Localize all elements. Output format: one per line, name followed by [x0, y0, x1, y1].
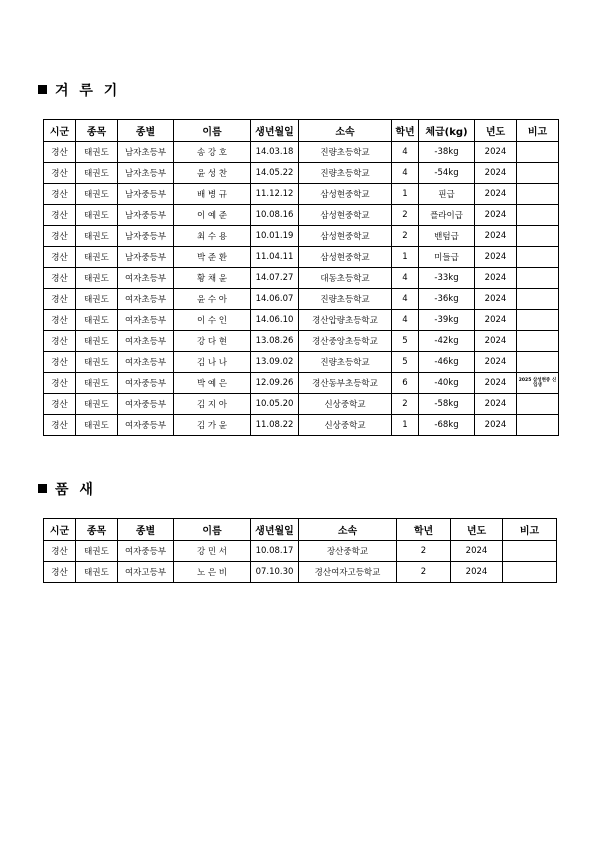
kyorugi-cell-note: [517, 247, 559, 268]
poomsae-cell-name: 노 은 비: [174, 562, 251, 583]
kyorugi-cell-grade: 4: [392, 142, 419, 163]
kyorugi-table-row: [44, 205, 559, 226]
kyorugi-cell-year: 2024: [475, 226, 517, 247]
kyorugi-cell-weight: 플라이급: [419, 205, 475, 226]
poomsae-cell-grade: 2: [397, 562, 451, 583]
kyorugi-cell-note: [517, 142, 559, 163]
kyorugi-cell-city: 경산: [44, 163, 76, 184]
kyorugi-header-row: [44, 120, 559, 142]
poomsae-cell-city: 경산: [44, 541, 76, 562]
kyorugi-cell-city: 경산: [44, 205, 76, 226]
kyorugi-cell-city: 경산: [44, 373, 76, 394]
kyorugi-table-row: [44, 142, 559, 163]
kyorugi-cell-year: 2024: [475, 184, 517, 205]
kyorugi-cell-school: 진량초등학교: [299, 163, 392, 184]
kyorugi-cell-school: 신상중학교: [299, 394, 392, 415]
poomsae-table: [43, 518, 557, 583]
kyorugi-cell-grade: 4: [392, 289, 419, 310]
kyorugi-cell-city: 경산: [44, 289, 76, 310]
kyorugi-cell-birth: 13.08.26: [251, 331, 299, 352]
kyorugi-cell-note: [517, 310, 559, 331]
kyorugi-cell-division: 남자중등부: [118, 205, 174, 226]
kyorugi-cell-division: 여자초등부: [118, 310, 174, 331]
kyorugi-cell-weight: -68kg: [419, 415, 475, 436]
kyorugi-cell-birth: 10.08.16: [251, 205, 299, 226]
kyorugi-cell-name: 김 가 윤: [174, 415, 251, 436]
kyorugi-cell-note: [517, 205, 559, 226]
kyorugi-cell-note: [517, 163, 559, 184]
kyorugi-cell-city: 경산: [44, 184, 76, 205]
kyorugi-cell-name: 황 채 윤: [174, 268, 251, 289]
kyorugi-table-row: [44, 268, 559, 289]
kyorugi-cell-note: [517, 226, 559, 247]
kyorugi-cell-year: 2024: [475, 331, 517, 352]
kyorugi-cell-school: 대동초등학교: [299, 268, 392, 289]
kyorugi-table-row: [44, 163, 559, 184]
kyorugi-cell-division: 남자중등부: [118, 226, 174, 247]
kyorugi-table-row: [44, 394, 559, 415]
kyorugi-table-row: [44, 352, 559, 373]
kyorugi-cell-birth: 14.07.27: [251, 268, 299, 289]
kyorugi-cell-birth: 14.05.22: [251, 163, 299, 184]
kyorugi-cell-year: 2024: [475, 352, 517, 373]
kyorugi-cell-grade: 2: [392, 226, 419, 247]
kyorugi-header-cell: 생년월일: [251, 120, 299, 142]
kyorugi-table-row: [44, 247, 559, 268]
poomsae-cell-name: 강 민 서: [174, 541, 251, 562]
kyorugi-cell-birth: 14.06.07: [251, 289, 299, 310]
kyorugi-cell-school: 삼성현중학교: [299, 184, 392, 205]
kyorugi-cell-year: 2024: [475, 247, 517, 268]
poomsae-header-cell: 종목: [76, 519, 118, 541]
kyorugi-header-cell: 체급(kg): [419, 120, 475, 142]
kyorugi-cell-grade: 4: [392, 310, 419, 331]
kyorugi-cell-year: 2024: [475, 163, 517, 184]
poomsae-header-cell: 종별: [118, 519, 174, 541]
kyorugi-table-row: [44, 331, 559, 352]
kyorugi-cell-city: 경산: [44, 247, 76, 268]
kyorugi-cell-division: 여자중등부: [118, 415, 174, 436]
kyorugi-cell-school: 경산중앙초등학교: [299, 331, 392, 352]
kyorugi-cell-school: 진량초등학교: [299, 352, 392, 373]
kyorugi-cell-division: 여자초등부: [118, 331, 174, 352]
kyorugi-cell-division: 여자초등부: [118, 268, 174, 289]
kyorugi-cell-sport: 태권도: [76, 289, 118, 310]
kyorugi-cell-year: 2024: [475, 142, 517, 163]
kyorugi-cell-grade: 1: [392, 184, 419, 205]
poomsae-header-cell: 년도: [451, 519, 503, 541]
kyorugi-table-row: [44, 184, 559, 205]
kyorugi-table-row: [44, 373, 559, 394]
kyorugi-cell-birth: 13.09.02: [251, 352, 299, 373]
kyorugi-table-row: [44, 310, 559, 331]
kyorugi-cell-name: 김 지 아: [174, 394, 251, 415]
kyorugi-cell-weight: -38kg: [419, 142, 475, 163]
kyorugi-cell-sport: 태권도: [76, 163, 118, 184]
poomsae-header-row: [44, 519, 557, 541]
poomsae-header-cell: 생년월일: [251, 519, 299, 541]
poomsae-table-row: [44, 541, 557, 562]
kyorugi-cell-year: 2024: [475, 205, 517, 226]
kyorugi-cell-grade: 5: [392, 331, 419, 352]
poomsae-cell-birth: 07.10.30: [251, 562, 299, 583]
kyorugi-header-cell: 종별: [118, 120, 174, 142]
poomsae-header-cell: 학년: [397, 519, 451, 541]
kyorugi-cell-year: 2024: [475, 289, 517, 310]
kyorugi-cell-school: 신상중학교: [299, 415, 392, 436]
kyorugi-cell-birth: 14.06.10: [251, 310, 299, 331]
kyorugi-cell-birth: 10.05.20: [251, 394, 299, 415]
kyorugi-cell-grade: 4: [392, 163, 419, 184]
kyorugi-cell-birth: 14.03.18: [251, 142, 299, 163]
kyorugi-cell-city: 경산: [44, 226, 76, 247]
kyorugi-cell-weight: 미들급: [419, 247, 475, 268]
kyorugi-cell-grade: 1: [392, 247, 419, 268]
kyorugi-cell-division: 여자초등부: [118, 352, 174, 373]
kyorugi-cell-school: 진량초등학교: [299, 289, 392, 310]
kyorugi-cell-weight: -42kg: [419, 331, 475, 352]
kyorugi-cell-name: 윤 수 아: [174, 289, 251, 310]
kyorugi-cell-note: [517, 415, 559, 436]
poomsae-cell-year: 2024: [451, 541, 503, 562]
poomsae-cell-note: [503, 562, 557, 583]
kyorugi-cell-division: 여자중등부: [118, 373, 174, 394]
kyorugi-cell-sport: 태권도: [76, 352, 118, 373]
kyorugi-cell-birth: 11.12.12: [251, 184, 299, 205]
square-bullet-icon: [38, 484, 47, 493]
kyorugi-table-row: [44, 415, 559, 436]
kyorugi-cell-weight: -54kg: [419, 163, 475, 184]
kyorugi-cell-weight: 핀급: [419, 184, 475, 205]
kyorugi-cell-name: 김 나 나: [174, 352, 251, 373]
kyorugi-cell-city: 경산: [44, 268, 76, 289]
kyorugi-table: [43, 119, 559, 436]
kyorugi-header-cell: 학년: [392, 120, 419, 142]
kyorugi-cell-name: 박 예 은: [174, 373, 251, 394]
kyorugi-cell-sport: 태권도: [76, 247, 118, 268]
kyorugi-header-cell: 종목: [76, 120, 118, 142]
kyorugi-cell-year: 2024: [475, 310, 517, 331]
kyorugi-cell-sport: 태권도: [76, 268, 118, 289]
kyorugi-cell-year: 2024: [475, 415, 517, 436]
poomsae-header-cell: 소속: [299, 519, 397, 541]
poomsae-cell-school: 경산여자고등학교: [299, 562, 397, 583]
poomsae-title-text: 품 새: [55, 482, 96, 498]
kyorugi-cell-weight: 밴텀급: [419, 226, 475, 247]
kyorugi-cell-city: 경산: [44, 394, 76, 415]
kyorugi-cell-sport: 태권도: [76, 331, 118, 352]
kyorugi-cell-weight: -46kg: [419, 352, 475, 373]
poomsae-cell-sport: 태권도: [76, 541, 118, 562]
poomsae-cell-note: [503, 541, 557, 562]
poomsae-cell-city: 경산: [44, 562, 76, 583]
kyorugi-cell-city: 경산: [44, 310, 76, 331]
kyorugi-cell-city: 경산: [44, 331, 76, 352]
kyorugi-cell-name: 송 강 호: [174, 142, 251, 163]
kyorugi-cell-school: 삼성현중학교: [299, 247, 392, 268]
kyorugi-cell-note: [517, 373, 559, 394]
poomsae-table-row: [44, 562, 557, 583]
poomsae-header-cell: 비고: [503, 519, 557, 541]
kyorugi-cell-note: [517, 289, 559, 310]
kyorugi-header-cell: 시군: [44, 120, 76, 142]
kyorugi-cell-birth: 11.08.22: [251, 415, 299, 436]
kyorugi-header-cell: 년도: [475, 120, 517, 142]
kyorugi-cell-sport: 태권도: [76, 310, 118, 331]
kyorugi-cell-grade: 2: [392, 205, 419, 226]
kyorugi-cell-year: 2024: [475, 268, 517, 289]
kyorugi-cell-note: [517, 394, 559, 415]
poomsae-section-title: [38, 479, 96, 499]
kyorugi-cell-birth: 12.09.26: [251, 373, 299, 394]
kyorugi-cell-grade: 2: [392, 394, 419, 415]
poomsae-cell-year: 2024: [451, 562, 503, 583]
kyorugi-cell-name: 이 수 인: [174, 310, 251, 331]
kyorugi-header-cell: 이름: [174, 120, 251, 142]
kyorugi-cell-weight: -36kg: [419, 289, 475, 310]
kyorugi-cell-birth: 11.04.11: [251, 247, 299, 268]
kyorugi-cell-grade: 5: [392, 352, 419, 373]
kyorugi-cell-year: 2024: [475, 394, 517, 415]
kyorugi-cell-name: 박 준 환: [174, 247, 251, 268]
poomsae-cell-division: 여자고등부: [118, 562, 174, 583]
kyorugi-cell-sport: 태권도: [76, 205, 118, 226]
poomsae-cell-sport: 태권도: [76, 562, 118, 583]
kyorugi-cell-school: 경산동부초등학교: [299, 373, 392, 394]
kyorugi-cell-name: 이 예 준: [174, 205, 251, 226]
kyorugi-title-text: 겨 루 기: [55, 83, 121, 99]
poomsae-cell-grade: 2: [397, 541, 451, 562]
kyorugi-cell-division: 남자중등부: [118, 184, 174, 205]
kyorugi-cell-school: 진량초등학교: [299, 142, 392, 163]
kyorugi-cell-grade: 4: [392, 268, 419, 289]
kyorugi-cell-sport: 태권도: [76, 226, 118, 247]
kyorugi-cell-sport: 태권도: [76, 142, 118, 163]
poomsae-cell-division: 여자중등부: [118, 541, 174, 562]
kyorugi-cell-school: 삼성현중학교: [299, 226, 392, 247]
kyorugi-cell-division: 남자초등부: [118, 142, 174, 163]
kyorugi-cell-name: 강 다 현: [174, 331, 251, 352]
kyorugi-cell-city: 경산: [44, 352, 76, 373]
kyorugi-cell-note: [517, 331, 559, 352]
poomsae-header-cell: 시군: [44, 519, 76, 541]
kyorugi-cell-weight: -39kg: [419, 310, 475, 331]
kyorugi-cell-sport: 태권도: [76, 184, 118, 205]
kyorugi-cell-division: 남자초등부: [118, 163, 174, 184]
kyorugi-cell-school: 경산압량초등학교: [299, 310, 392, 331]
poomsae-header-cell: 이름: [174, 519, 251, 541]
kyorugi-cell-note: [517, 352, 559, 373]
kyorugi-cell-sport: 태권도: [76, 394, 118, 415]
square-bullet-icon: [38, 85, 47, 94]
note-stamp: 2025 삼성현중 신입생: [518, 378, 557, 388]
kyorugi-cell-grade: 6: [392, 373, 419, 394]
kyorugi-table-row: [44, 226, 559, 247]
kyorugi-cell-school: 삼성현중학교: [299, 205, 392, 226]
kyorugi-cell-sport: 태권도: [76, 415, 118, 436]
kyorugi-cell-name: 윤 성 찬: [174, 163, 251, 184]
poomsae-cell-birth: 10.08.17: [251, 541, 299, 562]
kyorugi-cell-weight: -33kg: [419, 268, 475, 289]
poomsae-cell-school: 장산중학교: [299, 541, 397, 562]
kyorugi-cell-note: [517, 268, 559, 289]
kyorugi-table-row: [44, 289, 559, 310]
kyorugi-section-title: [38, 80, 120, 100]
kyorugi-cell-weight: -58kg: [419, 394, 475, 415]
kyorugi-cell-weight: -40kg: [419, 373, 475, 394]
kyorugi-cell-note: [517, 184, 559, 205]
kyorugi-cell-city: 경산: [44, 142, 76, 163]
kyorugi-cell-grade: 1: [392, 415, 419, 436]
kyorugi-cell-birth: 10.01.19: [251, 226, 299, 247]
kyorugi-cell-division: 남자중등부: [118, 247, 174, 268]
kyorugi-header-cell: 소속: [299, 120, 392, 142]
kyorugi-header-cell: 비고: [517, 120, 559, 142]
kyorugi-cell-city: 경산: [44, 415, 76, 436]
kyorugi-cell-sport: 태권도: [76, 373, 118, 394]
kyorugi-cell-name: 배 병 규: [174, 184, 251, 205]
kyorugi-cell-name: 최 수 용: [174, 226, 251, 247]
kyorugi-cell-division: 여자초등부: [118, 289, 174, 310]
kyorugi-cell-division: 여자중등부: [118, 394, 174, 415]
kyorugi-cell-year: 2024: [475, 373, 517, 394]
